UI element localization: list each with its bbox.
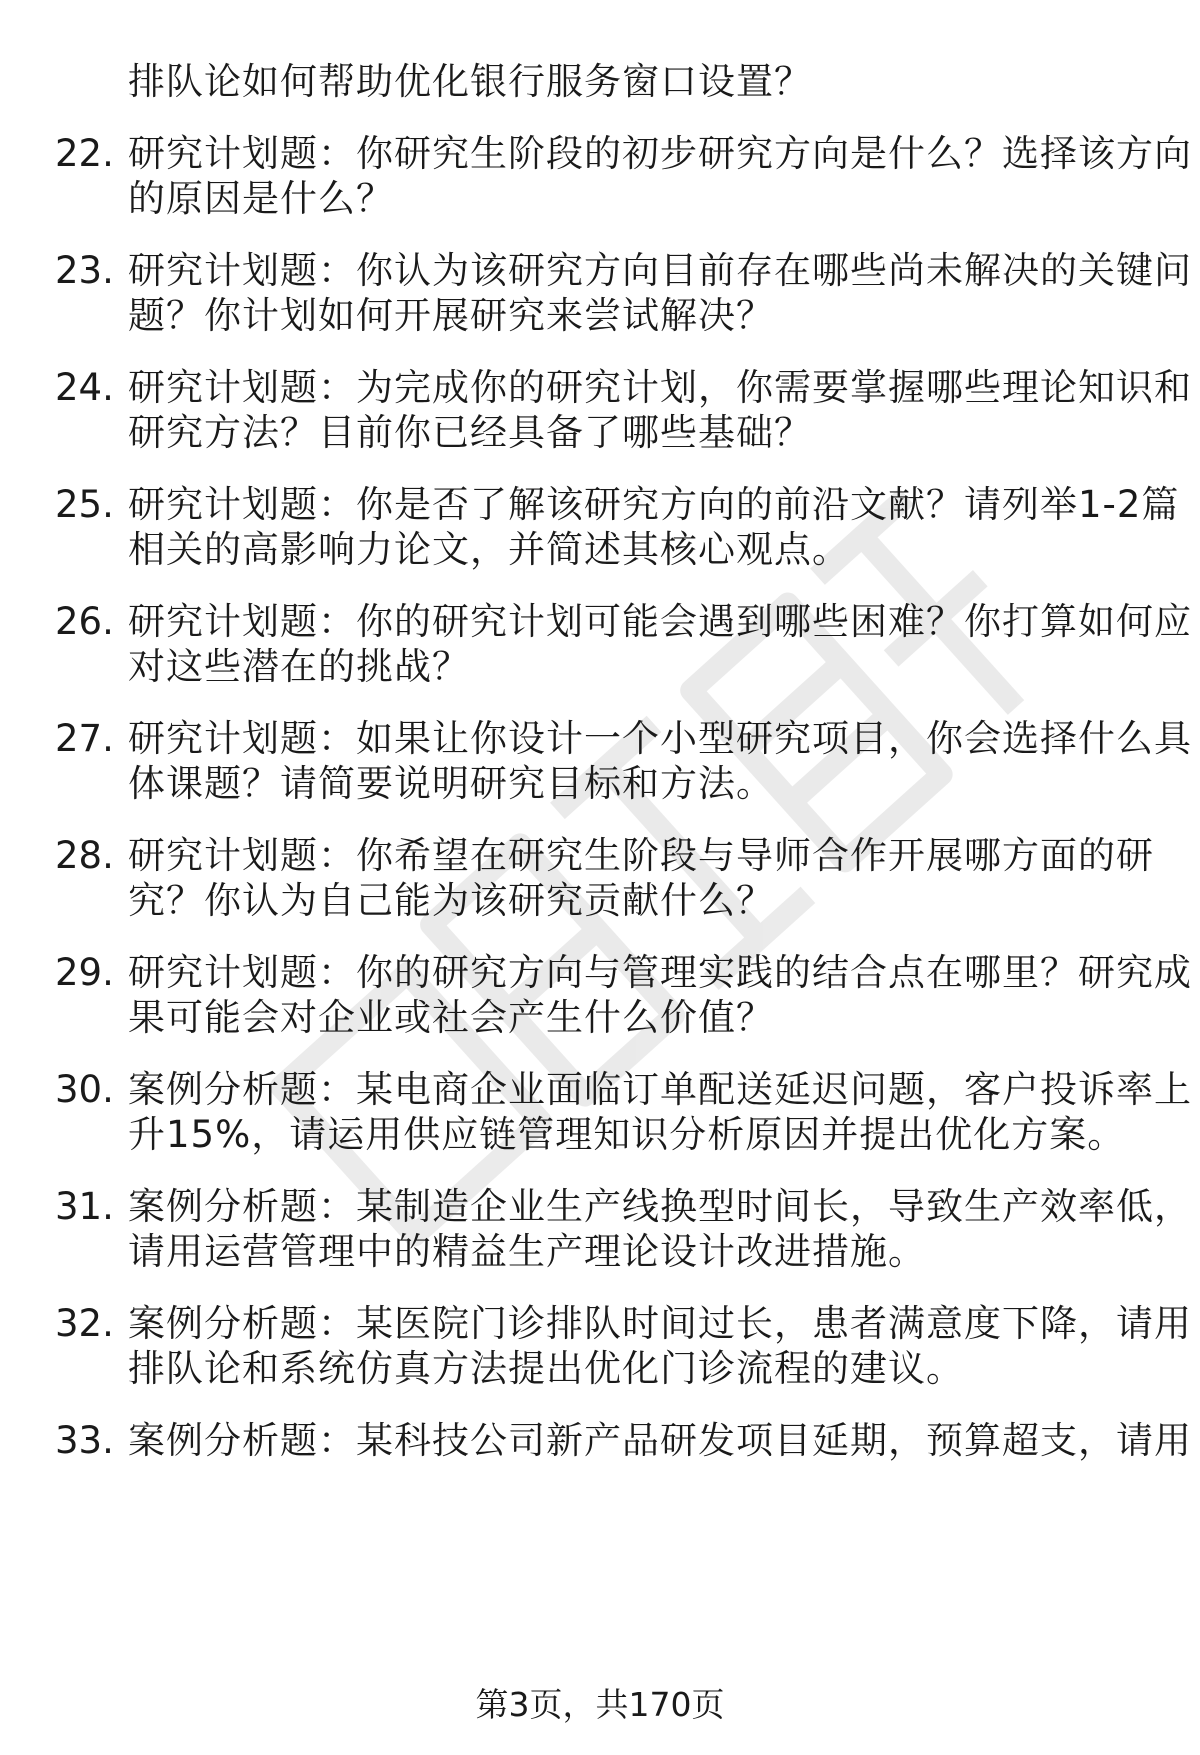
page-footer: 第3页，共170页 <box>475 1685 725 1724</box>
question-29-text-line-1: 研究计划题：你的研究方向与管理实践的结合点在哪里？研究成 <box>128 951 1192 994</box>
question-25-text-line-1: 研究计划题：你是否了解该研究方向的前沿文献？请列举1-2篇 <box>128 483 1180 526</box>
question-32-text-line-1: 案例分析题：某医院门诊排队时间过长，患者满意度下降，请用 <box>128 1302 1192 1345</box>
question-25-number: 25. <box>55 483 114 526</box>
question-24-number: 24. <box>55 366 114 409</box>
question-27-text-line-1: 研究计划题：如果让你设计一个小型研究项目，你会选择什么具 <box>128 717 1192 760</box>
question-29-number: 29. <box>55 951 114 994</box>
question-26-number: 26. <box>55 600 114 643</box>
question-33-number: 33. <box>55 1419 114 1462</box>
question-30-text-line-1: 案例分析题：某电商企业面临订单配送延迟问题，客户投诉率上 <box>128 1068 1192 1111</box>
question-26-text-line-1: 研究计划题：你的研究计划可能会遇到哪些困难？你打算如何应 <box>128 600 1192 643</box>
question-23-text-line-2: 题？你计划如何开展研究来尝试解决？ <box>128 294 774 337</box>
question-27-number: 27. <box>55 717 114 760</box>
question-32-number: 32. <box>55 1302 114 1345</box>
question-22-number: 22. <box>55 132 114 175</box>
question-28-text-line-1: 研究计划题：你希望在研究生阶段与导师合作开展哪方面的研 <box>128 834 1154 877</box>
question-27-text-line-2: 体课题？请简要说明研究目标和方法。 <box>128 762 774 805</box>
question-22-text-line-1: 研究计划题：你研究生阶段的初步研究方向是什么？选择该方向 <box>128 132 1192 175</box>
question-23-number: 23. <box>55 249 114 292</box>
question-26-text-line-2: 对这些潜在的挑战？ <box>128 645 470 688</box>
question-25-text-line-2: 相关的高影响力论文，并简述其核心观点。 <box>128 528 850 571</box>
question-31-number: 31. <box>55 1185 114 1228</box>
question-32-text-line-2: 排队论和系统仿真方法提出优化门诊流程的建议。 <box>128 1347 964 1390</box>
question-29-text-line-2: 果可能会对企业或社会产生什么价值？ <box>128 996 774 1039</box>
question-31-text-line-1: 案例分析题：某制造企业生产线换型时间长，导致生产效率低， <box>128 1185 1192 1228</box>
question-30-text-line-2: 升15%，请运用供应链管理知识分析原因并提出优化方案。 <box>128 1113 1126 1156</box>
question-24-text-line-1: 研究计划题：为完成你的研究计划，你需要掌握哪些理论知识和 <box>128 366 1192 409</box>
question-23-text-line-1: 研究计划题：你认为该研究方向目前存在哪些尚未解决的关键问 <box>128 249 1192 292</box>
question-21-text-line-2: 排队论如何帮助优化银行服务窗口设置？ <box>128 60 812 103</box>
question-28-number: 28. <box>55 834 114 877</box>
question-22-text-line-2: 的原因是什么？ <box>128 177 394 220</box>
question-33-text-line-1: 案例分析题：某科技公司新产品研发项目延期，预算超支，请用 <box>128 1419 1192 1462</box>
question-28-text-line-2: 究？你认为自己能为该研究贡献什么？ <box>128 879 774 922</box>
question-31-text-line-2: 请用运营管理中的精益生产理论设计改进措施。 <box>128 1230 926 1273</box>
question-30-number: 30. <box>55 1068 114 1111</box>
question-24-text-line-2: 研究方法？目前你已经具备了哪些基础？ <box>128 411 812 454</box>
